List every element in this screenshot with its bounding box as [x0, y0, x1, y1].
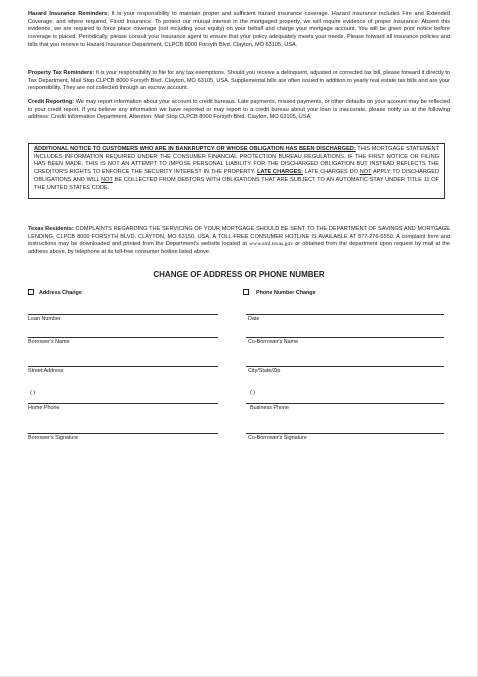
phone-change-checkbox[interactable] [243, 289, 249, 295]
borrower-signature-input[interactable] [28, 433, 218, 434]
notice-text-3: APPLY TO DISCHARGED OBLIGATIONS AND WILL [34, 169, 439, 183]
hazard-text: It is your responsibility to maintain proper and sufficient hazard insurance coverage. Hazard insurance includes Fire and Extended Coverage, and where required, Flood Insurance. To protect our mutual interest in the mortgaged property, we will require evidence of proper insurance. Absent this evidence, we are required to force place coverage (not including your equity) on your behalf and charge your mortgage account. You will be given prior notice before coverage is placed. Periodically, please consult your insurance agent to ensure that your policy adequately meets your needs. Please forward all insurance policies and bills that you receive to Hazard Insurance Department, CLPCB 8000 Forsyth Blvd. Clayton, MO 63105, USA. [28, 11, 450, 48]
notice-text-4: BE COLLECTED FROM DEBTORS WITH OBLIGATIONS THAT ARE SUBJECT TO AN AUTOMATIC STAY UNDER TITLE 11 OF THE UNITED STATES CODE. [34, 176, 439, 191]
notice-text-2: LATE CHARGES DO [302, 169, 360, 176]
address-change-checkbox[interactable] [28, 289, 34, 295]
home-phone-label: Home Phone [28, 405, 60, 411]
city-state-zip-input[interactable] [246, 366, 444, 367]
texas-text-2: or obtained from the department upon request by mail at the address above, by telephone at its toll-free consumer hotline listed above. [28, 241, 451, 256]
bankruptcy-notice-box [28, 143, 445, 199]
notice-not-2: NOT [101, 176, 113, 183]
home-phone-area-code: ( ) [30, 390, 36, 396]
credit-reporting-paragraph [28, 99, 450, 122]
date-label: Date [248, 316, 260, 322]
borrower-name-label: Borrower's Name [28, 339, 70, 345]
city-state-zip-label: City/State/Zip [248, 368, 281, 374]
texas-website-link[interactable]: www.sml.texas.gov [249, 241, 294, 248]
late-charges-heading: LATE CHARGES: [257, 169, 303, 176]
tax-text: It is your responsibility to file for any tax exemptions. Should you receive a delinquent, adjusted or corrected tax bill, please forward it directly to Tax Department, Mail Stop CLPCB 8000 Forsyth Blvd. Clayton, MO 63105, USA. Supplemental bills are often issued in addition to yearly real estate tax bills and are your responsibility. They are not collected through an escrow account. [28, 70, 451, 92]
street-address-input[interactable] [28, 366, 218, 367]
street-address-label: Street Address [28, 368, 64, 374]
hazard-insurance-paragraph [28, 11, 450, 50]
business-phone-input[interactable] [246, 403, 444, 404]
credit-heading: Credit Reporting: [28, 99, 75, 105]
property-tax-paragraph [28, 70, 450, 93]
borrower-signature-label: Borrower's Signature [28, 435, 79, 441]
loan-number-label: Loan Number [28, 316, 61, 322]
notice-heading: ADDITIONAL NOTICE TO CUSTOMERS WHO ARE IN BANKRUPTCY OR WHOSE OBLIGATION HAS BEEN DISCHARGED: [34, 146, 356, 152]
address-change-label: Address Change [39, 290, 82, 296]
date-input[interactable] [246, 314, 444, 315]
loan-number-input[interactable] [28, 314, 218, 315]
texas-heading: Texas Residents: [28, 226, 74, 232]
hazard-heading: Hazard Insurance Reminders: [28, 11, 109, 17]
form-title: CHANGE OF ADDRESS OR PHONE NUMBER [153, 270, 325, 279]
coborrower-signature-input[interactable] [246, 433, 444, 434]
credit-text: We may report information about your account to credit bureaus. Late payments, missed payments, or other defaults on your account may be reflected in your credit report. If you believe any information we have reported or may report to a credit bureau about your loan is inaccurate, please notify us at the following address: Credit Information Department, Attention: Mail Stop CLPCB 8000 Forsyth Blvd. Clayton, MO 63105, USA. [28, 99, 450, 121]
texas-residents-paragraph [28, 226, 450, 257]
notice-not-1: NOT [359, 169, 372, 176]
borrower-name-input[interactable] [28, 337, 218, 338]
texas-text-1: COMPLAINTS REGARDING THE SERVICING OF YOUR MORTGAGE SHOULD BE SENT TO THE DEPARTMENT OF SAVINGS AND MORTGAGE LENDING, CLPCB 8000 FORSYTH BLVD. CLAYTON, MO 63150, USA. A TOLL-FREE CONSUMER HOTLINE IS AVAILABLE AT 877-276-5550. A complaint form and instructions may be downloaded and printed from the Department's website located at [28, 226, 450, 248]
home-phone-input[interactable] [28, 403, 218, 404]
tax-heading: Property Tax Reminders: [28, 70, 95, 76]
coborrower-signature-label: Co-Borrower's Signature [248, 435, 307, 441]
notice-text-1: THIS MORTGAGE STATEMENT INCLUDES INFORMATION REQUIRED UNDER THE CONSUMER FINANCIAL PROTECTION BUREAU REGULATIONS. IF THE FIRST NOTICE OR FILING HAS BEEN MADE, THIS IS NOT AN ATTEMPT TO IMPOSE PERSONAL LIABILITY FOR THE DISCHARGED OBLIGATION BUT INSTEAD REFLECTS THE CREDITOR'S RIGHTS TO ENFORCE THE SECURITY INTEREST IN THE PROPERTY. [34, 146, 439, 176]
business-phone-label: Business Phone [250, 405, 289, 411]
coborrower-name-label: Co-Borrower's Name [248, 339, 299, 345]
coborrower-name-input[interactable] [246, 337, 444, 338]
business-phone-area-code: ( ) [250, 390, 256, 396]
phone-change-label: Phone Number Change [256, 290, 316, 296]
